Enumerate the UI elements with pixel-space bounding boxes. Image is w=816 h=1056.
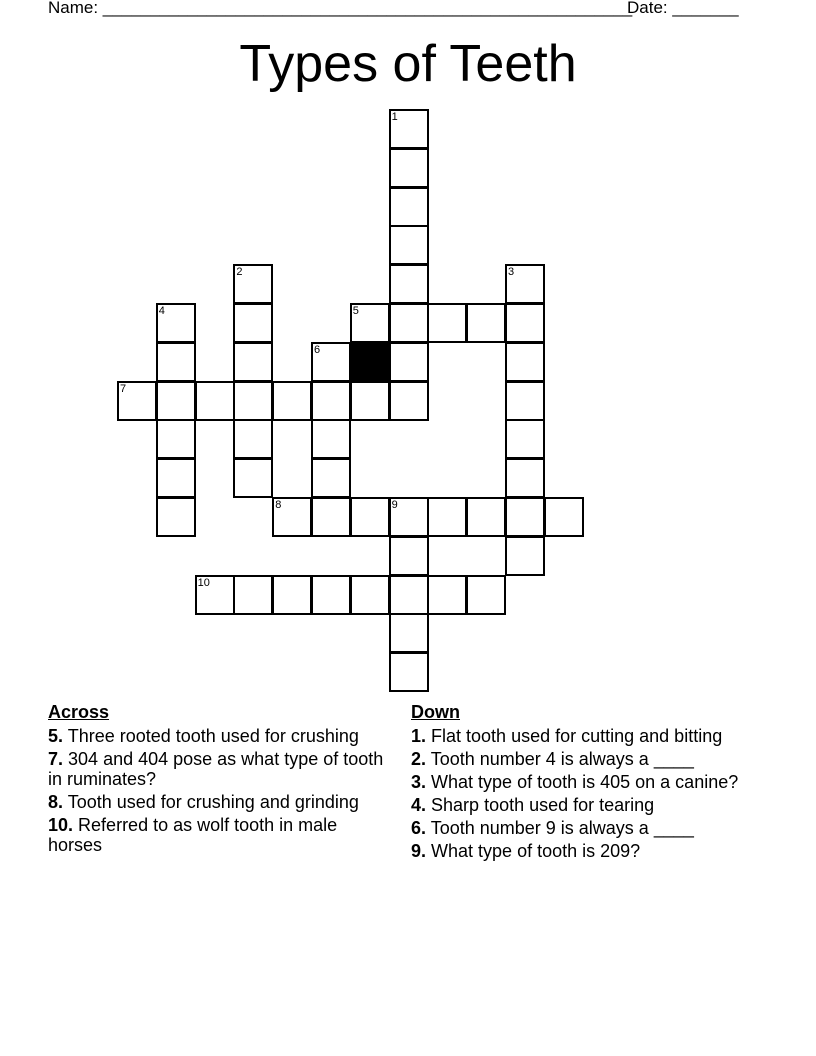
crossword-cell[interactable] [272,497,312,537]
crossword-cell[interactable] [427,497,467,537]
crossword-cell[interactable] [156,342,196,382]
crossword-cell[interactable] [233,381,273,421]
crossword-cell[interactable] [466,303,506,343]
crossword-cell[interactable] [505,497,545,537]
clue-text: Sharp tooth used for tearing [431,795,655,815]
crossword-cell[interactable] [311,419,351,459]
clue-across [48,749,393,789]
crossword-cell[interactable] [156,497,196,537]
crossword-cell[interactable] [233,575,273,615]
clue-down [411,772,756,792]
clue-number-label: 8 [275,499,282,511]
clue-text: Tooth used for crushing and grinding [67,792,359,812]
crossword-cell[interactable] [389,109,429,149]
clue-down [411,749,756,769]
crossword-cell[interactable] [311,458,351,498]
crossword-cell[interactable] [233,419,273,459]
crossword-cell[interactable] [233,303,273,343]
crossword-cell[interactable] [466,497,506,537]
clue-down [411,818,756,838]
clue-text: Three rooted tooth used for crushing [67,726,359,746]
clue-across [48,792,393,812]
crossword-cell[interactable] [389,225,429,265]
crossword-cell[interactable] [389,342,429,382]
clue-text: What type of tooth is 209? [431,841,641,861]
crossword-cell[interactable] [389,652,429,692]
crossword-cell[interactable] [350,497,390,537]
clue-number-label: 5 [352,305,359,317]
crossword-cell[interactable] [505,342,545,382]
crossword-cell[interactable] [505,264,545,304]
clue-number-label: 3 [508,266,515,279]
crossword-cell[interactable] [350,303,390,343]
clue-number: 3. [411,772,427,792]
clue-down [411,726,756,746]
crossword-cell[interactable] [544,497,584,537]
crossword-cell[interactable] [505,458,545,498]
clue-number: 8. [48,792,64,812]
crossword-cell[interactable] [272,381,312,421]
crossword-cell[interactable] [156,381,196,421]
crossword-cell[interactable] [311,342,351,382]
crossword-cell[interactable] [195,381,235,421]
crossword-cell[interactable] [427,303,467,343]
across-clues [48,702,393,858]
clue-number-label: 4 [158,305,165,317]
crossword-cell[interactable] [427,575,467,615]
clue-text: Tooth number 9 is always a ____ [430,818,694,838]
crossword-cell[interactable] [311,497,351,537]
name-field-label[interactable]: Name: ________________________________________________________ [48,0,633,17]
clue-down [411,841,756,861]
crossword-cell[interactable] [505,536,545,576]
clue-number-label: 6 [314,343,321,356]
crossword-cell[interactable] [389,575,429,615]
clue-number: 6. [411,818,427,838]
crossword-cell[interactable] [505,381,545,421]
clue-text: Referred to as wolf tooth in male horses [48,815,338,855]
clue-down [411,795,756,815]
crossword-cell[interactable] [350,575,390,615]
crossword-cell[interactable] [389,264,429,304]
page-title: Types of Teeth [239,35,577,93]
clue-number: 5. [48,726,64,746]
clue-number: 10. [48,815,74,835]
clue-number-label: 1 [391,111,398,123]
clue-across [48,815,393,855]
clue-number-label: 7 [120,382,127,395]
across-heading: Across [48,702,110,722]
crossword-cell[interactable] [350,381,390,421]
clue-text: Flat tooth used for cutting and bitting [431,726,723,746]
crossword-cell[interactable] [233,342,273,382]
crossword-cell[interactable] [466,575,506,615]
clue-text: What type of tooth is 405 on a canine? [431,772,739,792]
crossword-cell[interactable] [389,536,429,576]
crossword-cell[interactable] [311,575,351,615]
crossword-cell[interactable] [389,303,429,343]
crossword-cell[interactable] [389,381,429,421]
crossword-cell[interactable] [156,419,196,459]
clue-text: 304 and 404 pose as what type of tooth in ruminates? [48,749,384,789]
clue-number-label: 2 [236,266,243,279]
clue-number-label: 10 [197,576,210,589]
clue-text: Tooth number 4 is always a ____ [430,749,694,769]
crossword-cell[interactable] [233,264,273,304]
crossword-cell[interactable] [389,613,429,653]
crossword-cell[interactable] [389,497,429,537]
clue-number: 2. [411,749,427,769]
crossword-cell[interactable] [389,148,429,188]
crossword-cell[interactable] [505,303,545,343]
crossword-cell[interactable] [389,187,429,227]
crossword-black-cell [350,342,390,382]
crossword-cell[interactable] [505,419,545,459]
clue-number-label: 9 [391,499,398,511]
down-heading: Down [411,702,460,722]
clue-across [48,726,393,746]
clue-number: 9. [411,841,427,861]
crossword-cell[interactable] [156,303,196,343]
date-field-label[interactable]: Date: _______ [627,0,739,17]
crossword-cell[interactable] [311,381,351,421]
crossword-cell[interactable] [117,381,157,421]
crossword-cell[interactable] [272,575,312,615]
down-clues [411,702,756,864]
clue-number: 7. [48,749,64,769]
crossword-cell[interactable] [233,458,273,498]
clue-number: 4. [411,795,427,815]
clue-number: 1. [411,726,427,746]
crossword-cell[interactable] [195,575,235,615]
crossword-cell[interactable] [156,458,196,498]
